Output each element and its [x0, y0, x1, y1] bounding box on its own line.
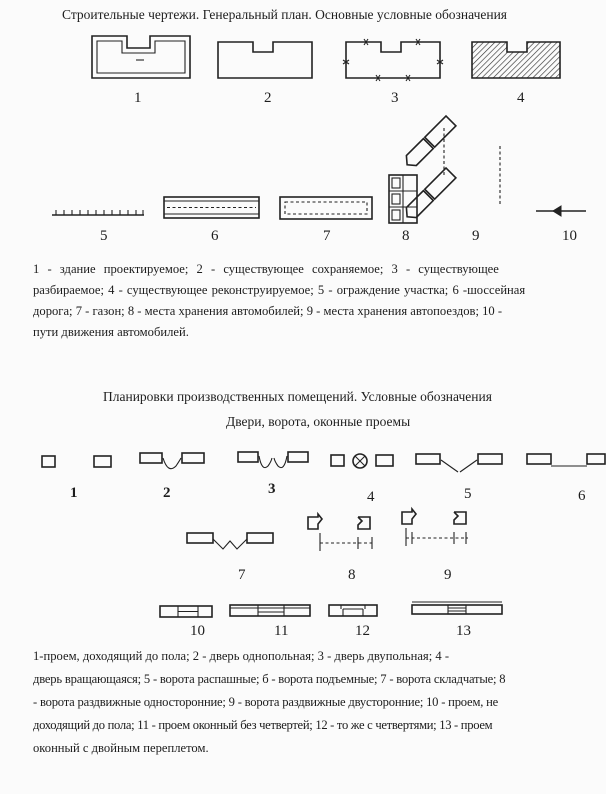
- symbol-number: 6: [211, 228, 219, 244]
- symbol-number: 13: [456, 623, 471, 639]
- symbol-number: 2: [264, 90, 272, 106]
- symbol-lifting-gate: [527, 452, 606, 472]
- symbol-vehicle-route: [536, 204, 588, 218]
- symbol-folding-gate: [187, 531, 277, 555]
- section2-legend: [33, 645, 603, 760]
- section1-title: Строительные чертежи. Генеральный план. Основные условные обозначения: [62, 7, 508, 22]
- section1-legend: [33, 259, 589, 343]
- section2-title: Планировки производственных помещений. Условные обозначения: [103, 389, 492, 404]
- symbol-revolving-door: [331, 452, 397, 472]
- symbol-number: 10: [190, 623, 205, 639]
- symbol-number: 5: [100, 228, 108, 244]
- symbol-swing-gate: [416, 452, 520, 478]
- section2-subtitle: Двери, ворота, оконные проемы: [226, 414, 411, 429]
- legend-line: пути движения автомобилей.: [33, 325, 189, 339]
- symbol-window-double-frame: [412, 601, 504, 617]
- legend-line: дверь вращающаяся; 5 - ворота распашные; б - ворота подъемные; 7 - ворота складчатые; 8: [33, 672, 506, 686]
- symbol-opening-not-to-floor: [160, 605, 216, 621]
- symbol-lawn: [280, 197, 376, 223]
- symbol-number: 8: [348, 567, 356, 583]
- symbol-car-storage: [389, 175, 423, 227]
- symbol-building-existing-demolished: [346, 42, 446, 82]
- symbol-highway-road: [164, 197, 264, 223]
- symbol-number: 1: [70, 485, 78, 501]
- symbol-number: 1: [134, 90, 142, 106]
- symbol-number: 3: [268, 481, 276, 497]
- legend-line: 1-проем, доходящий до пола; 2 - дверь однопольная; 3 - дверь двупольная; 4 -: [33, 649, 450, 663]
- legend-line: оконный с двойным переплетом.: [33, 741, 209, 755]
- legend-line: 1 - здание проектируемое; 2 - существующее сохраняемое; 3 - существующее: [33, 262, 499, 276]
- symbol-window-no-quarters: [230, 604, 312, 620]
- symbol-building-proposed: [92, 36, 192, 86]
- symbol-number: 4: [367, 489, 375, 505]
- symbol-number: 5: [464, 486, 472, 502]
- symbol-number: 7: [323, 228, 331, 244]
- symbol-site-fence: [52, 205, 148, 219]
- symbol-floor-opening: [42, 455, 122, 471]
- symbol-number: 4: [517, 90, 525, 106]
- symbol-sliding-gate-one-side: [306, 513, 382, 553]
- symbol-number: 3: [391, 90, 399, 106]
- symbol-number: 12: [355, 623, 370, 639]
- symbol-double-door: [238, 448, 312, 478]
- symbol-number: 10: [562, 228, 577, 244]
- legend-line: дорога; 7 - газон; 8 - места хранения автомобилей; 9 - места хранения автопоездов; 10 -: [33, 304, 503, 318]
- symbol-sliding-gate-two-side: [398, 508, 478, 548]
- symbol-number: 2: [163, 485, 171, 501]
- symbol-number: 6: [578, 488, 586, 504]
- symbol-building-existing-reconstructed: [472, 42, 568, 82]
- legend-line: доходящий до пола; 11 - проем оконный без четвертей; 12 - то же с четвертями; 13 - проем: [33, 718, 493, 732]
- symbol-single-door: [140, 450, 210, 480]
- symbol-number: 8: [402, 228, 410, 244]
- symbol-number: 11: [274, 623, 289, 639]
- symbol-window-with-quarters: [329, 604, 379, 620]
- symbol-number: 9: [444, 567, 452, 583]
- legend-line: разбираемое; 4 - существующее реконструируемое; 5 - ограждение участка; 6 -шоссейная: [33, 283, 526, 297]
- symbol-road-train-storage: [440, 106, 518, 228]
- symbol-number: 9: [472, 228, 480, 244]
- symbol-number: 7: [238, 567, 246, 583]
- legend-line: - ворота раздвижные односторонние; 9 - ворота раздвижные двусторонние; 10 - проем, не: [33, 695, 499, 709]
- symbol-building-existing-kept: [218, 42, 314, 82]
